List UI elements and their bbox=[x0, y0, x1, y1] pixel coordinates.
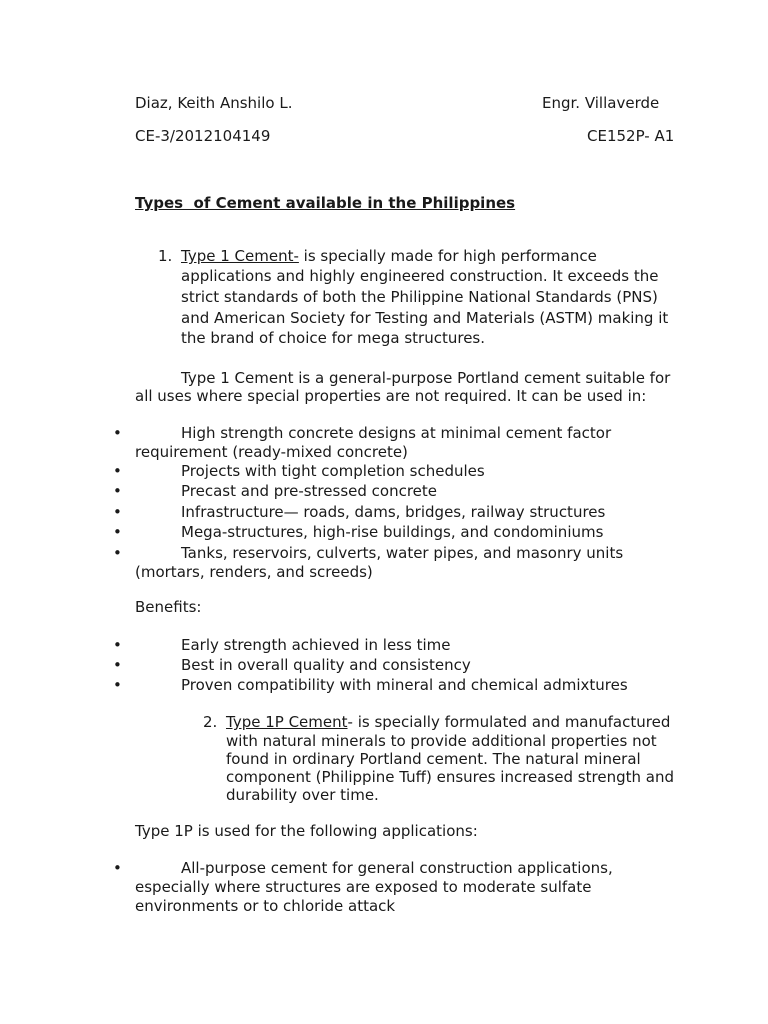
document-title: Types of Cement available in the Philippines bbox=[135, 194, 516, 212]
bullet-icon: • bbox=[113, 656, 122, 674]
section1-line: is specially made for high performance bbox=[298, 247, 597, 265]
section2-heading bbox=[226, 712, 670, 732]
bullet-icon: • bbox=[113, 544, 122, 562]
section1-line: the brand of choice for mega structures. bbox=[181, 329, 485, 347]
section1-name: Type 1 Cement- bbox=[181, 247, 299, 265]
bullet-icon: • bbox=[113, 462, 122, 480]
list-item: Infrastructure— roads, dams, bridges, railway structures bbox=[181, 503, 606, 521]
list-item: Mega-structures, high-rise buildings, and condominiums bbox=[181, 523, 604, 541]
section1-line: applications and highly engineered construction. It exceeds the bbox=[181, 267, 659, 285]
section1-line: and American Society for Testing and Materials (ASTM) making it bbox=[181, 309, 669, 327]
instructor-name: Engr. Villaverde bbox=[542, 94, 660, 112]
list-item: Precast and pre-stressed concrete bbox=[181, 482, 438, 500]
author-name: Diaz, Keith Anshilo L. bbox=[135, 94, 293, 112]
list-item: (mortars, renders, and screeds) bbox=[135, 563, 373, 581]
student-id: CE-3/2012104149 bbox=[135, 127, 271, 145]
section2-line: - is specially formulated and manufactured bbox=[347, 713, 671, 731]
list-item: High strength concrete designs at minimal cement factor bbox=[181, 424, 612, 442]
bullet-icon: • bbox=[113, 482, 122, 500]
section1-paragraph: Type 1 Cement is a general-purpose Portland cement suitable for bbox=[181, 369, 671, 387]
list-item: Tanks, reservoirs, culverts, water pipes, and masonry units bbox=[181, 544, 624, 562]
section2-name: Type 1P Cement bbox=[226, 713, 348, 731]
course-code: CE152P- A1 bbox=[587, 127, 675, 145]
list-item: requirement (ready-mixed concrete) bbox=[135, 443, 408, 461]
list-number-1: 1. bbox=[158, 247, 173, 265]
bullet-icon: • bbox=[113, 676, 122, 694]
section2-line: durability over time. bbox=[226, 786, 379, 804]
list-item: especially where structures are exposed to moderate sulfate bbox=[135, 878, 592, 896]
applications-label: Type 1P is used for the following applications: bbox=[135, 822, 478, 840]
bullet-icon: • bbox=[113, 503, 122, 521]
section2-line: found in ordinary Portland cement. The natural mineral bbox=[226, 750, 641, 768]
list-item: Projects with tight completion schedules bbox=[181, 462, 485, 480]
section1-heading bbox=[181, 246, 597, 266]
benefits-label: Benefits: bbox=[135, 598, 202, 616]
list-item: environments or to chloride attack bbox=[135, 897, 396, 915]
section2-line: with natural minerals to provide additional properties not bbox=[226, 732, 657, 750]
section1-paragraph: all uses where special properties are not required. It can be used in: bbox=[135, 387, 647, 405]
bullet-icon: • bbox=[113, 859, 122, 877]
bullet-icon: • bbox=[113, 424, 122, 442]
bullet-icon: • bbox=[113, 636, 122, 654]
section1-line: strict standards of both the Philippine National Standards (PNS) bbox=[181, 288, 658, 306]
list-item: Early strength achieved in less time bbox=[181, 636, 451, 654]
list-item: Best in overall quality and consistency bbox=[181, 656, 471, 674]
list-item: All-purpose cement for general construction applications, bbox=[181, 859, 613, 877]
bullet-icon: • bbox=[113, 523, 122, 541]
list-number-2: 2. bbox=[203, 713, 218, 731]
section2-line: component (Philippine Tuff) ensures increased strength and bbox=[226, 768, 674, 786]
list-item: Proven compatibility with mineral and chemical admixtures bbox=[181, 676, 628, 694]
